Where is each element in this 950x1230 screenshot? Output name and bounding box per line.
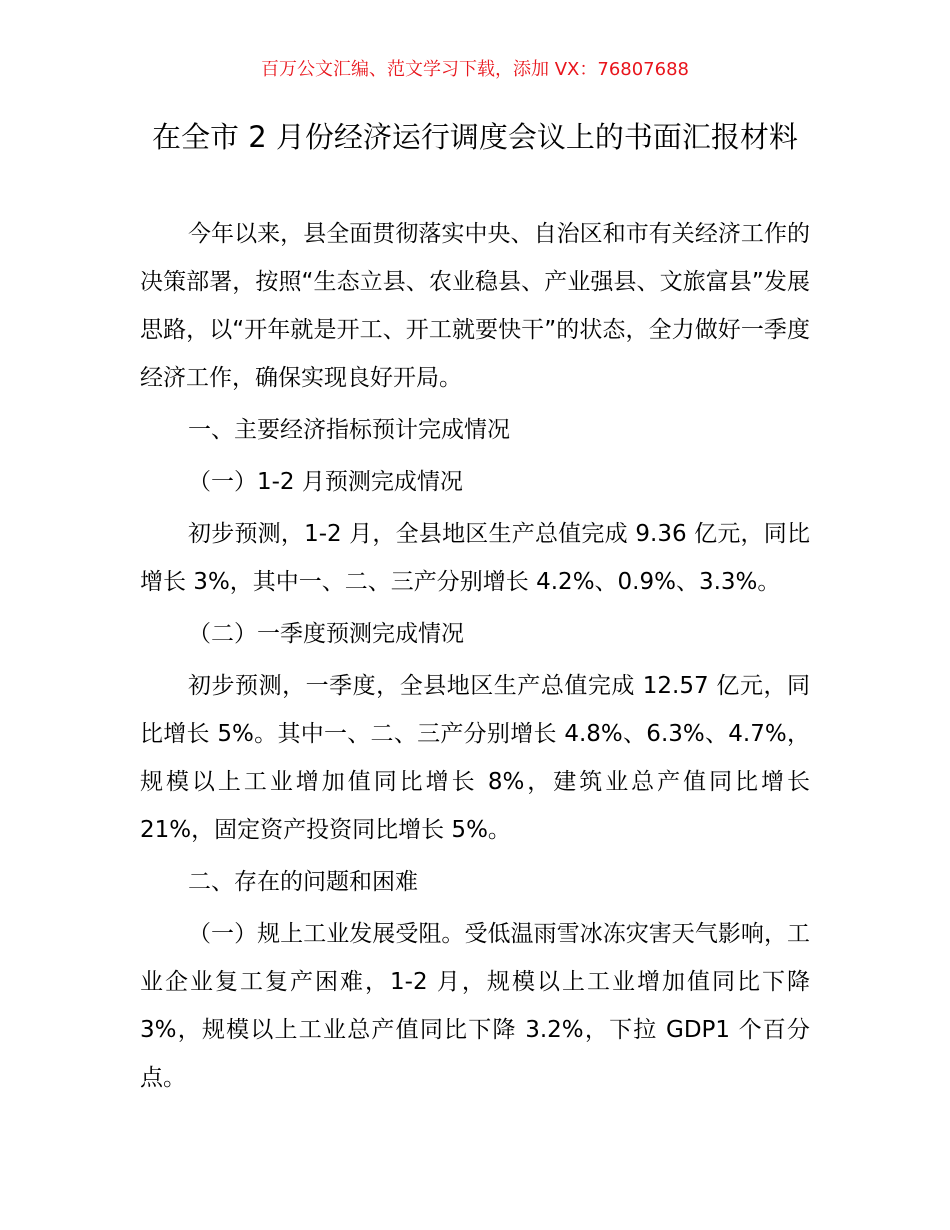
header-note: 百万公文汇编、范文学习下载，添加 VX：76807688 (261, 59, 689, 80)
section-heading-1: 一、主要经济指标预计完成情况 (188, 417, 510, 443)
subsection-heading-1-2: （二）一季度预测完成情况 (188, 621, 464, 647)
subsection-heading-1-1: （一）1-2 月预测完成情况 (188, 469, 463, 495)
paragraph-industry-problem: （一）规上工业发展受阻。受低温雨雪冰冻灾害天气影响，工业企业复工复产困难，1-2 月，规模以上工业增加值同比下降 3%，规模以上工业总产值同比下降 3.2%，下拉 GDP1 个百分点。 (140, 921, 810, 1091)
document-body (140, 210, 810, 1102)
document-title: 在全市 2 月份经济运行调度会议上的书面汇报材料 (152, 120, 798, 154)
paragraph-q1-forecast: 初步预测，一季度，全县地区生产总值完成 12.57 亿元，同比增长 5%。其中一、二、三产分别增长 4.8%、6.3%、4.7%，规模以上工业增加值同比增长 8%，建筑业总产值同比增长 21%，固定资产投资同比增长 5%。 (140, 673, 810, 843)
paragraph-intro: 今年以来，县全面贯彻落实中央、自治区和市有关经济工作的决策部署，按照“生态立县、农业稳县、产业强县、文旅富县”发展思路，以“开年就是开工、开工就要快干”的状态，全力做好一季度经济工作，确保实现良好开局。 (140, 221, 810, 391)
paragraph-jan-feb-forecast: 初步预测，1-2 月，全县地区生产总值完成 9.36 亿元，同比增长 3%，其中一、二、三产分别增长 4.2%、0.9%、3.3%。 (140, 521, 810, 595)
section-heading-2: 二、存在的问题和困难 (188, 869, 418, 895)
